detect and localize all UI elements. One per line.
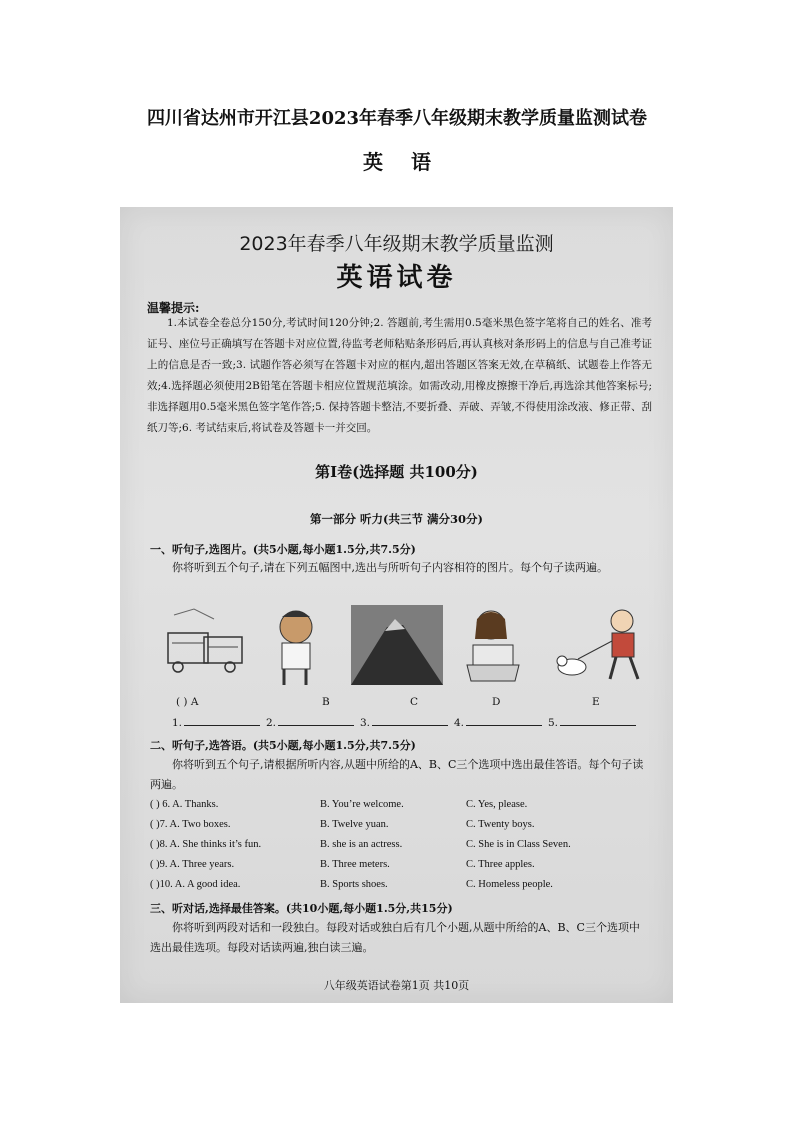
q2-item-8 [150,839,650,857]
girl-reading-picture-icon [459,605,534,685]
item-6-c: C. Yes, please. [466,799,528,810]
page-footer: 八年级英语试卷第1页 共10页 [323,979,470,992]
sick-boy-picture-icon [264,605,334,687]
blank-2-label: 2. [266,717,277,729]
subject-char-2: 语 [411,150,431,174]
bus-picture-icon [164,605,249,685]
q2-heading: 二、听句子,选答语。(共5小题,每小题1.5分,共7.5分) [150,739,416,752]
part1-title: 第Ⅰ卷(选择题 共100分) [315,463,478,481]
blank-1[interactable] [172,717,260,729]
paper-subtitle: 英语试卷 [336,263,457,293]
q2-item-7 [150,819,650,837]
item-8-c: C. She is in Class Seven. [466,839,571,850]
item-6-b: B. You’re welcome. [320,799,404,810]
picture-labels [164,696,644,712]
q3-description: 你将听到两段对话和一段独白。每段对话或独白后有几个小题,从题中所给的A、B、C三个选项中选出最佳选项。每段对话读两遍,独白读三遍。 [150,921,640,954]
q3-heading: 三、听对话,选择最佳答案。(共10小题,每小题1.5分,共15分) [150,902,453,915]
answer-blanks [172,717,642,733]
item-7-a: ( )7. A. Two boxes. [150,819,231,830]
q2-item-6 [150,799,650,817]
item-9-a: ( )9. A. Three years. [150,859,235,870]
subject-title [0,146,794,175]
volcano-picture-icon [351,605,443,685]
q1-heading: 一、听句子,选图片。(共5小题,每小题1.5分,共7.5分) [150,543,416,556]
item-9-c: C. Three apples. [466,859,535,870]
q2-item-10 [150,879,650,897]
blank-5-label: 5. [548,717,559,729]
blank-1-label: 1. [172,717,183,729]
item-8-b: B. she is an actress. [320,839,403,850]
section1-title: 第一部分 听力(共三节 满分30分) [310,512,483,526]
tips-heading: 温馨提示: [147,301,200,315]
q2-item-9 [150,859,650,877]
document-title: 四川省达州市开江县2023年春季八年级期末教学质量监测试卷 [146,108,648,129]
pic-label-b: B [322,696,330,708]
pic-label-c: C [410,696,419,708]
q1-description: 你将听到五个句子,请在下列五幅图中,选出与所听句子内容相符的图片。每个句子读两遍。 [172,561,608,574]
exam-paper-photo [120,207,673,1003]
picture-options [164,605,644,691]
item-7-b: B. Twelve yuan. [320,819,389,830]
pic-label-e: E [592,696,600,708]
blank-4[interactable] [454,717,542,729]
item-10-b: B. Sports shoes. [320,879,388,890]
blank-4-label: 4. [454,717,465,729]
subject-char-1: 英 [363,150,383,174]
paper-title: 2023年春季八年级期末教学质量监测 [239,233,554,255]
blank-2[interactable] [266,717,354,729]
item-7-c: C. Twenty boys. [466,819,535,830]
blank-3-label: 3. [360,717,371,729]
q2-description: 你将听到五个句子,请根据所听内容,从题中所给的A、B、C三个选项中选出最佳答语。每个句子读两遍。 [150,758,644,791]
pic-label-a: ( ) A [176,696,199,708]
boy-walking-dog-picture-icon [554,605,644,685]
blank-5[interactable] [548,717,636,729]
item-10-c: C. Homeless people. [466,879,553,890]
item-6-a: ( ) 6. A. Thanks. [150,799,219,810]
blank-3[interactable] [360,717,448,729]
item-10-a: ( )10. A. A good idea. [150,879,241,890]
tips-text: 1.本试卷全卷总分150分,考试时间120分钟;2. 答题前,考生需用0.5毫米黑色签字笔将自己的姓名、准考证号、座位号正确填写在答题卡对应位置,待监考老师粘贴条形码后,再认真核对条形码上的信息与自己准考证上的信息是否一致;3. 试题作答必须写在答题卡对应的框内,超出答题区答案无效,在草稿纸、试题卷上作答无效;4.选择题必须使用2B铅笔在答题卡相应位置规范填涂。如需改动,用橡皮擦擦干净后,再选涂其他答案标号;非选择题用0.5毫米黑色签字笔作答;5. 保持答题卡整洁,不要折叠、弄破、弄皱,不得使用涂改液、修正带、刮纸刀等;6. 考试结束后,将试卷及答题卡一并交回。 [147,317,652,434]
item-9-b: B. Three meters. [320,859,390,870]
item-8-a: ( )8. A. She thinks it’s fun. [150,839,262,850]
pic-label-d: D [492,696,501,708]
